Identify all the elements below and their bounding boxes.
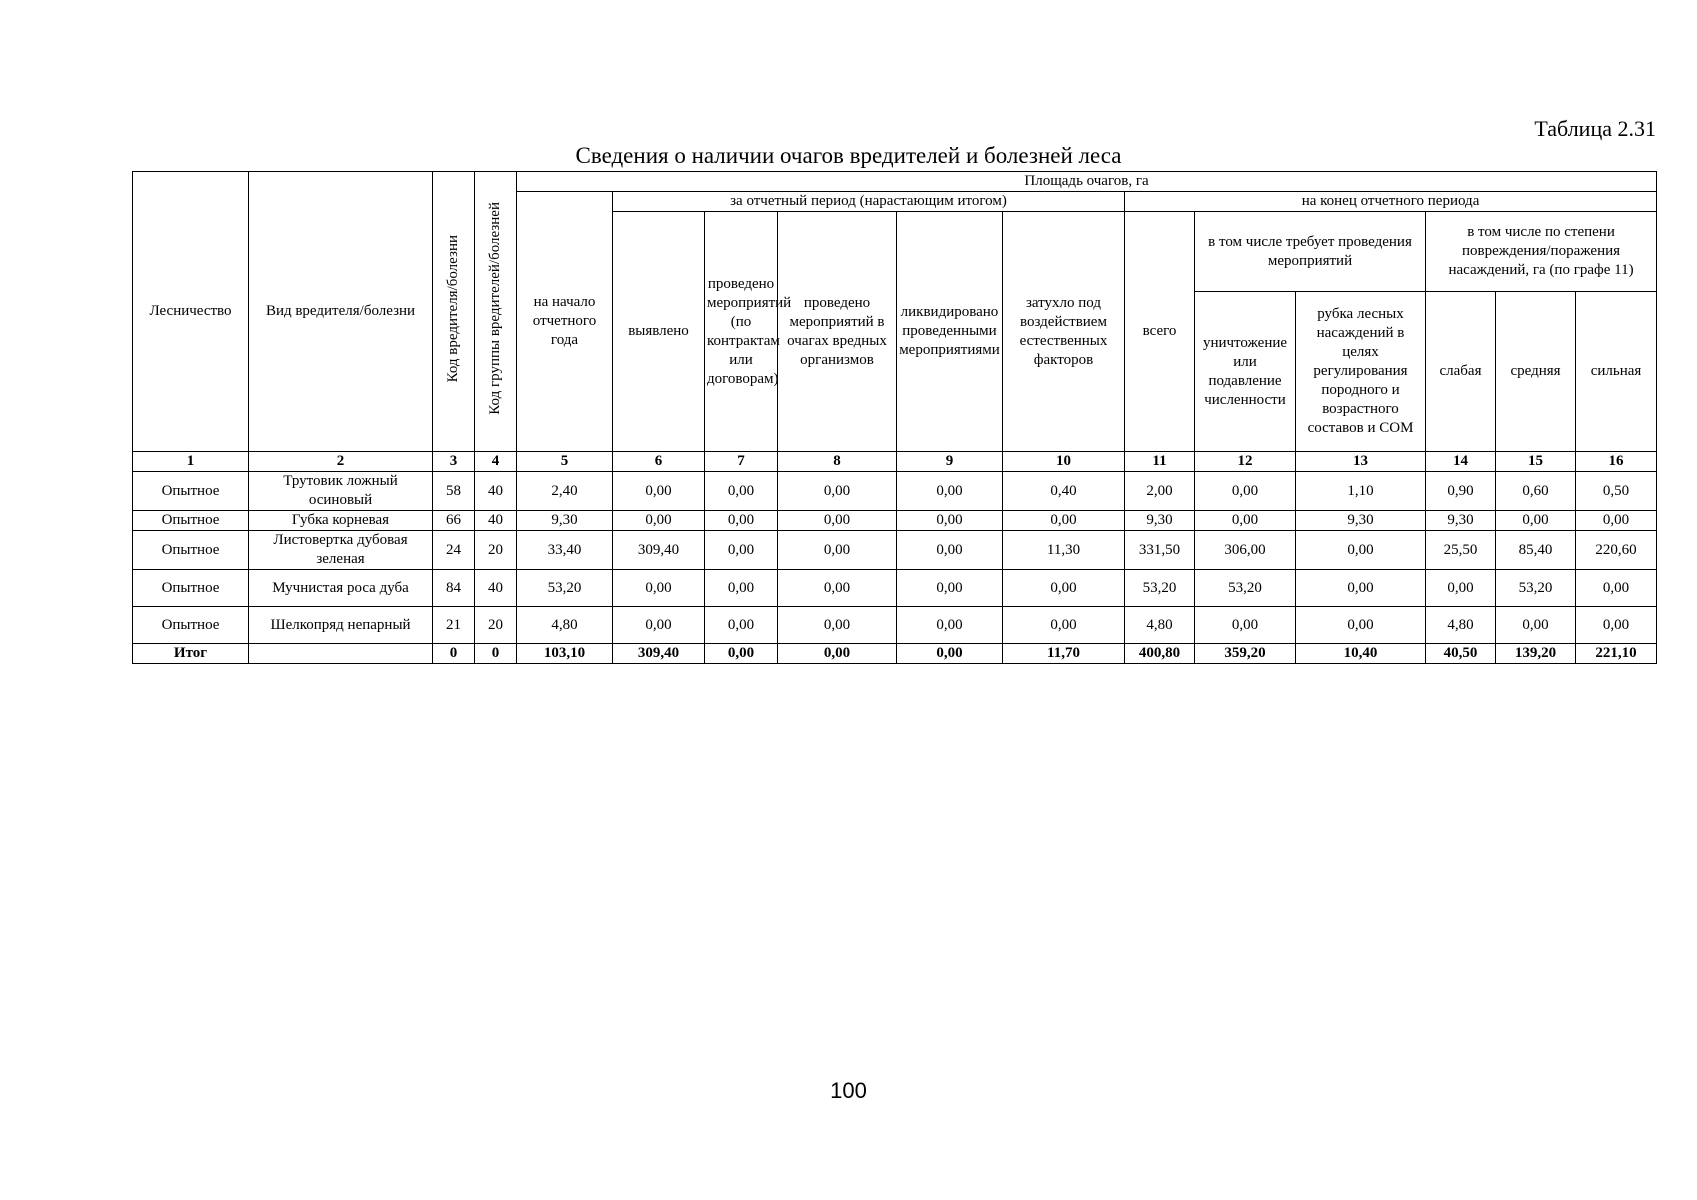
column-number: 1 [133,452,249,472]
header-period: за отчетный период (нарастающим итогом) [613,192,1125,212]
table-number-label: Таблица 2.31 [1534,116,1656,141]
cell-forestry: Опытное [133,570,249,607]
header-group-code [475,172,517,452]
total-c7: 0,00 [705,644,778,664]
header-end-period: на конец отчетного периода [1125,192,1657,212]
column-number: 5 [517,452,613,472]
cell-code: 58 [433,472,475,511]
cell-pest: Мучнистая роса дуба [249,570,433,607]
pest-foci-table [132,171,1657,664]
cell-c13: 1,10 [1296,472,1426,511]
total-label: Итог [133,644,249,664]
cell-c12: 306,00 [1195,531,1296,570]
cell-c16: 220,60 [1576,531,1657,570]
cell-forestry: Опытное [133,472,249,511]
header-weak: слабая [1426,292,1496,452]
total-pest [249,644,433,664]
cell-pest: Губка корневая [249,511,433,531]
column-number: 3 [433,452,475,472]
column-number: 13 [1296,452,1426,472]
cell-c9: 0,00 [897,511,1003,531]
cell-c6: 0,00 [613,511,705,531]
table-row [133,570,1657,607]
header-strong: сильная [1576,292,1657,452]
cell-group: 20 [475,531,517,570]
table-row [133,511,1657,531]
cell-c11: 2,00 [1125,472,1195,511]
cell-c6: 0,00 [613,472,705,511]
cell-c5: 33,40 [517,531,613,570]
cell-pest: Трутовик ложный осиновый [249,472,433,511]
header-area: Площадь очагов, га [517,172,1657,192]
cell-c14: 0,90 [1426,472,1496,511]
header-pest-code [433,172,475,452]
cell-c12: 0,00 [1195,607,1296,644]
total-c12: 359,20 [1195,644,1296,664]
column-number: 4 [475,452,517,472]
cell-c7: 0,00 [705,570,778,607]
cell-pest: Шелкопряд непарный [249,607,433,644]
cell-c5: 4,80 [517,607,613,644]
total-c5: 103,10 [517,644,613,664]
header-medium: средняя [1496,292,1576,452]
cell-c10: 0,00 [1003,511,1125,531]
cell-c8: 0,00 [778,570,897,607]
header-start-of-year: на начало отчетного года [517,192,613,452]
header-natural-decay: затухло под воздействием естественных факторов [1003,212,1125,452]
cell-c12: 0,00 [1195,511,1296,531]
cell-c10: 11,30 [1003,531,1125,570]
cell-c7: 0,00 [705,607,778,644]
column-number: 9 [897,452,1003,472]
header-total: всего [1125,212,1195,452]
table-row [133,607,1657,644]
column-number: 16 [1576,452,1657,472]
cell-c6: 309,40 [613,531,705,570]
header-destruction: уничтожение или подавление численности [1195,292,1296,452]
cell-group: 40 [475,570,517,607]
cell-c15: 0,00 [1496,607,1576,644]
total-c16: 221,10 [1576,644,1657,664]
table-title: Сведения о наличии очагов вредителей и болезней леса [575,143,1122,168]
cell-c12: 53,20 [1195,570,1296,607]
total-code: 0 [433,644,475,664]
table-row [133,531,1657,570]
cell-c13: 0,00 [1296,531,1426,570]
total-row [133,644,1657,664]
cell-c16: 0,00 [1576,570,1657,607]
column-number: 7 [705,452,778,472]
header-group-code-text: Код группы вредителей/болезней [487,202,503,415]
cell-c10: 0,00 [1003,570,1125,607]
cell-c8: 0,00 [778,472,897,511]
header-liquidated: ликвидировано проведенными мероприятиями [897,212,1003,452]
total-c13: 10,40 [1296,644,1426,664]
total-c6: 309,40 [613,644,705,664]
cell-c14: 4,80 [1426,607,1496,644]
cell-c11: 9,30 [1125,511,1195,531]
table-row [133,472,1657,511]
cell-c9: 0,00 [897,472,1003,511]
cell-c11: 331,50 [1125,531,1195,570]
cell-c14: 25,50 [1426,531,1496,570]
total-c15: 139,20 [1496,644,1576,664]
cell-forestry: Опытное [133,511,249,531]
cell-c8: 0,00 [778,607,897,644]
cell-group: 40 [475,511,517,531]
header-pest-type: Вид вредителя/болезни [249,172,433,452]
cell-c15: 53,20 [1496,570,1576,607]
header-felling: рубка лесных насаждений в целях регулирования породного и возрастного составов и СОМ [1296,292,1426,452]
column-number-row [133,452,1657,472]
cell-c5: 9,30 [517,511,613,531]
cell-c14: 9,30 [1426,511,1496,531]
cell-c8: 0,00 [778,511,897,531]
column-number: 12 [1195,452,1296,472]
cell-c11: 53,20 [1125,570,1195,607]
cell-c13: 9,30 [1296,511,1426,531]
header-measures-done: проведено мероприятий в очагах вредных организмов [778,212,897,452]
header-forestry: Лесничество [133,172,249,452]
column-number: 14 [1426,452,1496,472]
cell-c8: 0,00 [778,531,897,570]
cell-c11: 4,80 [1125,607,1195,644]
total-c14: 40,50 [1426,644,1496,664]
cell-c16: 0,00 [1576,511,1657,531]
cell-c12: 0,00 [1195,472,1296,511]
header-requires: в том числе требует проведения мероприятий [1195,212,1426,292]
cell-c7: 0,00 [705,531,778,570]
cell-forestry: Опытное [133,531,249,570]
cell-c14: 0,00 [1426,570,1496,607]
cell-c16: 0,50 [1576,472,1657,511]
cell-code: 24 [433,531,475,570]
column-number: 15 [1496,452,1576,472]
column-number: 2 [249,452,433,472]
cell-c16: 0,00 [1576,607,1657,644]
cell-code: 66 [433,511,475,531]
cell-code: 84 [433,570,475,607]
cell-c9: 0,00 [897,570,1003,607]
cell-group: 40 [475,472,517,511]
cell-c6: 0,00 [613,607,705,644]
header-pest-code-text: Код вредителя/болезни [445,234,461,383]
cell-c15: 0,00 [1496,511,1576,531]
total-c10: 11,70 [1003,644,1125,664]
cell-c9: 0,00 [897,531,1003,570]
cell-pest: Листовертка дубовая зеленая [249,531,433,570]
cell-c13: 0,00 [1296,607,1426,644]
column-number: 6 [613,452,705,472]
cell-c15: 85,40 [1496,531,1576,570]
cell-c7: 0,00 [705,472,778,511]
total-group: 0 [475,644,517,664]
cell-c6: 0,00 [613,570,705,607]
header-detected: выявлено [613,212,705,452]
header-damage-degree: в том числе по степени повреждения/поражения насаждений, га (по графе 11) [1426,212,1657,292]
column-number: 8 [778,452,897,472]
total-c9: 0,00 [897,644,1003,664]
cell-group: 20 [475,607,517,644]
page-number: 100 [830,1078,867,1103]
header-done-contracts: проведено мероприятий (по контрактам или договорам) [705,212,778,452]
column-number: 11 [1125,452,1195,472]
cell-c13: 0,00 [1296,570,1426,607]
total-c11: 400,80 [1125,644,1195,664]
column-number: 10 [1003,452,1125,472]
total-c8: 0,00 [778,644,897,664]
cell-c15: 0,60 [1496,472,1576,511]
cell-c10: 0,00 [1003,607,1125,644]
cell-c7: 0,00 [705,511,778,531]
cell-c5: 53,20 [517,570,613,607]
cell-c5: 2,40 [517,472,613,511]
cell-forestry: Опытное [133,607,249,644]
cell-c9: 0,00 [897,607,1003,644]
cell-code: 21 [433,607,475,644]
cell-c10: 0,40 [1003,472,1125,511]
